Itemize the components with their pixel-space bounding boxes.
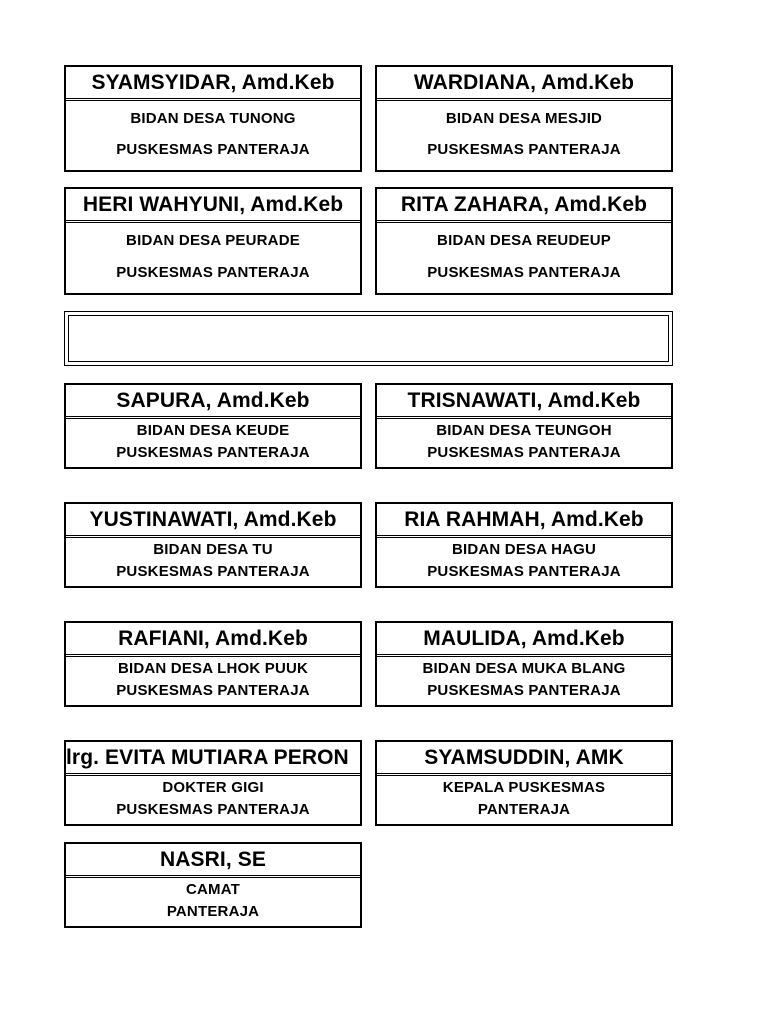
card-name: WARDIANA, Amd.Keb [377,67,671,101]
card-body [377,419,671,467]
card-institution: PUSKESMAS PANTERAJA [427,264,621,281]
card-body [66,538,360,586]
card-name: RITA ZAHARA, Amd.Keb [377,189,671,223]
card-name: MAULIDA, Amd.Keb [377,623,671,657]
card-name: SYAMSYIDAR, Amd.Keb [66,67,360,101]
name-card-ria [375,502,673,588]
card-name: HERI WAHYUNI, Amd.Keb [66,189,360,223]
card-position: CAMAT [185,881,241,899]
name-card-wardiana [375,65,673,172]
card-name: RIA RAHMAH, Amd.Keb [377,504,671,538]
card-institution: PUSKESMAS PANTERAJA [427,443,621,461]
blank-card-inner [68,315,669,362]
card-body [377,223,671,293]
card-name: TRISNAWATI, Amd.Keb [377,385,671,419]
card-position: BIDAN DESA KEUDE [136,422,290,440]
card-position: BIDAN DESA MESJID [445,109,603,127]
name-card-rafiani [64,621,362,707]
card-institution: PUSKESMAS PANTERAJA [427,681,621,699]
card-body [377,101,671,170]
card-name: RAFIANI, Amd.Keb [66,623,360,657]
name-card-nasri [64,842,362,928]
card-position: DOKTER GIGI [162,779,264,797]
card-institution: PUSKESMAS PANTERAJA [116,264,310,281]
card-body [377,657,671,705]
name-card-evita [64,740,362,826]
card-body [66,878,360,926]
card-position: BIDAN DESA REUDEUP [437,232,611,249]
card-body [66,223,360,293]
card-position: BIDAN DESA PEURADE [126,232,300,249]
card-body [377,538,671,586]
card-institution: PUSKESMAS PANTERAJA [427,562,621,580]
name-card-syamsyidar [64,65,362,172]
card-position: BIDAN DESA HAGU [451,541,597,559]
name-card-syamsuddin [375,740,673,826]
name-card-yustinawati [64,502,362,588]
card-position: BIDAN DESA TUNONG [130,109,296,127]
card-position: BIDAN DESA LHOK PUUK [117,660,309,678]
name-card-trisnawati [375,383,673,469]
card-position: KEPALA PUSKESMAS [442,779,606,797]
name-card-maulida [375,621,673,707]
card-institution: PUSKESMAS PANTERAJA [116,681,310,699]
card-name: lrg. EVITA MUTIARA PERON [66,742,360,776]
name-card-sapura [64,383,362,469]
card-body [66,657,360,705]
card-name: YUSTINAWATI, Amd.Keb [66,504,360,538]
card-institution: PUSKESMAS PANTERAJA [116,800,310,818]
card-institution: PANTERAJA [166,902,260,920]
card-position: BIDAN DESA MUKA BLANG [422,660,626,678]
card-name: SYAMSUDDIN, AMK [377,742,671,776]
card-institution: PANTERAJA [477,800,571,818]
card-name: SAPURA, Amd.Keb [66,385,360,419]
card-name: NASRI, SE [66,844,360,878]
card-body [66,776,360,824]
card-body [66,101,360,170]
card-institution: PUSKESMAS PANTERAJA [116,141,310,159]
card-institution: PUSKESMAS PANTERAJA [116,562,310,580]
blank-card [64,311,673,366]
card-institution: PUSKESMAS PANTERAJA [116,443,310,461]
name-card-heri [64,187,362,295]
card-institution: PUSKESMAS PANTERAJA [427,141,621,159]
card-position: BIDAN DESA TEUNGOH [436,422,612,440]
name-card-rita [375,187,673,295]
card-body [377,776,671,824]
card-body [66,419,360,467]
card-position: BIDAN DESA TU [153,541,273,559]
